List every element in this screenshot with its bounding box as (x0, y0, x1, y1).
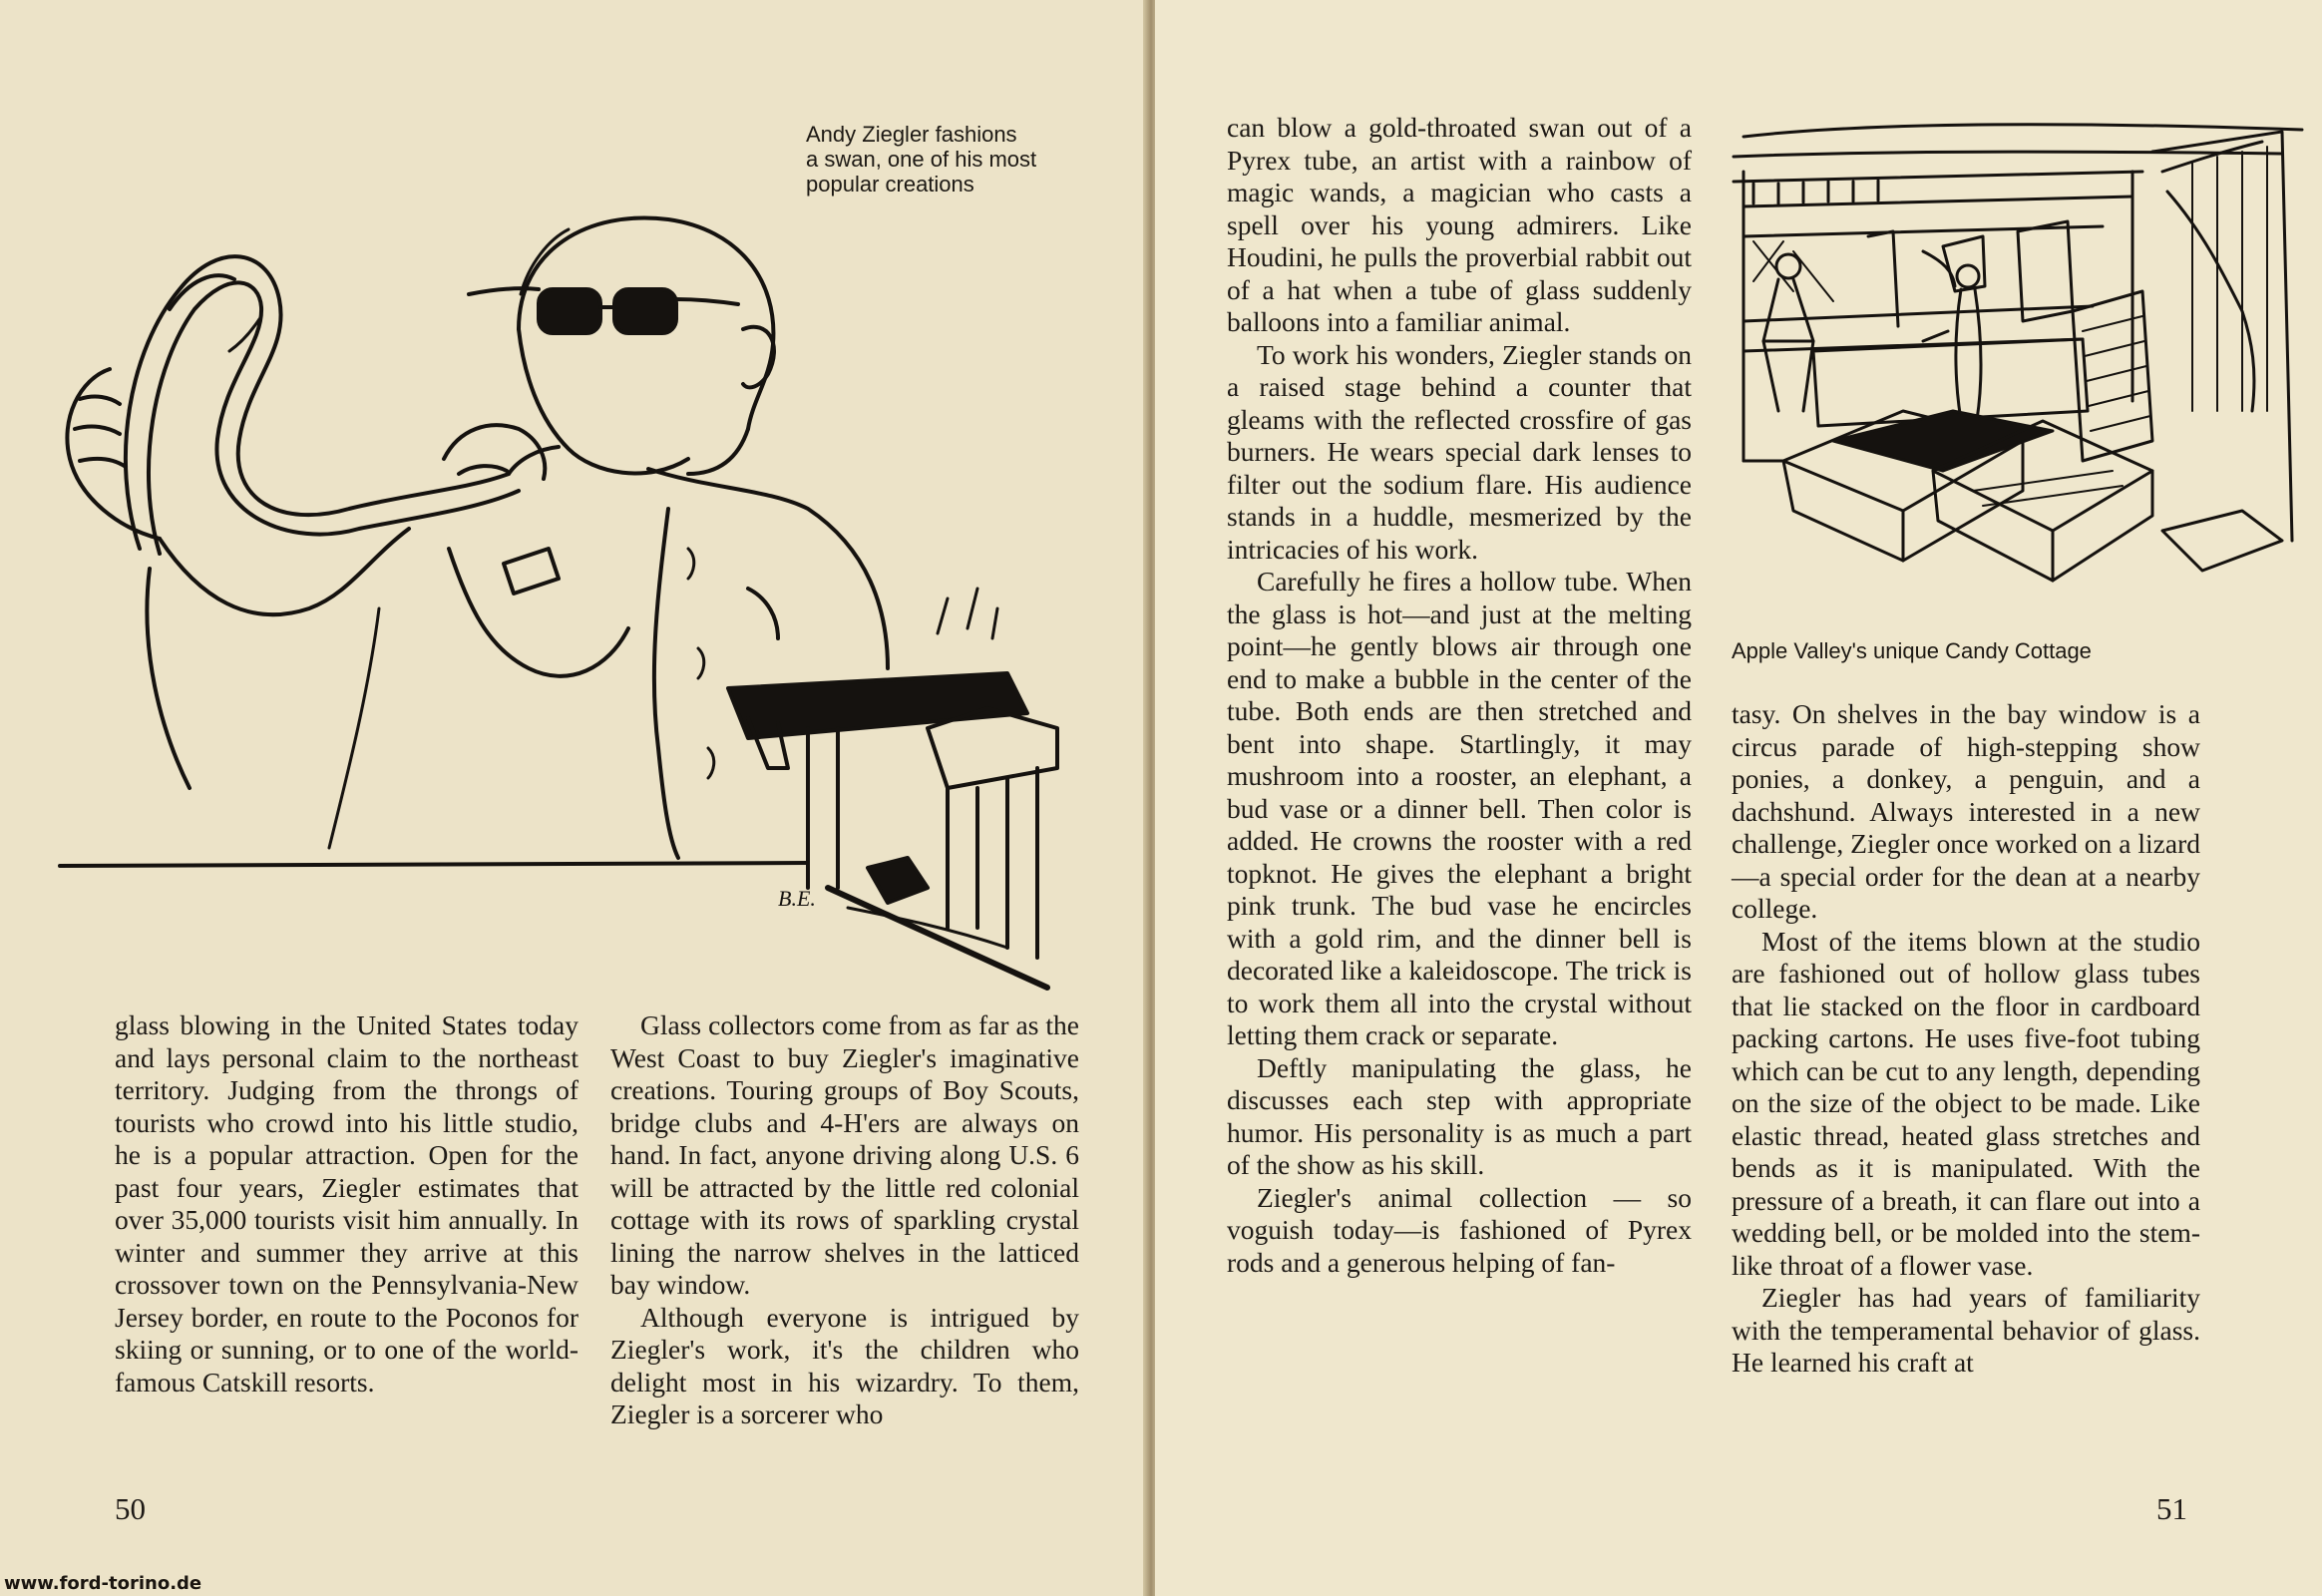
text-column-2 (1732, 698, 2200, 1380)
watermark: www.ford-torino.de (0, 1571, 205, 1596)
page-number: 51 (2156, 1491, 2187, 1526)
illustration-caption: Andy Ziegler fashions a swan, one of his most popular creations (806, 122, 1037, 197)
right-page (1155, 0, 2322, 1596)
paragraph: To work his wonders, Ziegler stands on a raised stage behind a counter that gleams with the reflected crossfire of gas burners. He wears special dark lenses to filter out the sodium flare. His audience stands in a huddle, mesmerized by the intricacies of his work. (1227, 338, 1692, 565)
text-column-2 (610, 1009, 1079, 1431)
illustration-caption: Apple Valley's unique Candy Cottage (1732, 638, 2092, 663)
paragraph: Glass collectors come from as far as the West Coast to buy Ziegler's imaginative creations. Touring groups of Boy Scouts, bridge clubs and 4-H'ers are always on hand. In fact, anyone driving along U.S. 6 will be attracted by the little red colonial cottage with its rows of sparkling crystal lining the narrow shelves in the latticed bay window. (610, 1009, 1079, 1300)
paragraph: tasy. On shelves in the bay window is a circus parade of high-stepping show ponies, a donkey, a penguin, and a dachshund. Always interested in a new challenge, Ziegler once worked on a lizard—a special order for the dean at a nearby college. (1732, 698, 2200, 924)
artist-signature: B.E. (778, 886, 816, 911)
paragraph: Ziegler's animal collection — so voguish today—is fashioned of Pyrex rods and a generous helping of fan- (1227, 1181, 1692, 1278)
paragraph: Most of the items blown at the studio are fashioned out of hollow glass tubes that lie stacked on the floor in cardboard packing cartons. He uses five-foot tubing which can be cut to any length, depending on the size of the object to be made. Like elastic thread, heated glass stretches and bends as it is manipulated. With the pressure of a breath, it can flare out into a wedding bell, or be molded into the stem-like throat of a flower vase. (1732, 925, 2200, 1281)
candy-cottage-illustration (1724, 112, 2307, 630)
paragraph: Deftly manipulating the glass, he discusses each step with appropriate humor. His personality is as much a part of the show as his skill. (1227, 1051, 1692, 1180)
glassblower-illustration (50, 130, 1107, 998)
paragraph: Ziegler has had years of familiarity with the temperamental behavior of glass. He learned his craft at (1732, 1282, 2200, 1378)
left-page (0, 0, 1151, 1596)
paragraph: Carefully he fires a hollow tube. When the glass is hot—and just at the melting point—he gently blows air through one end to make a bubble in the center of the tube. Both ends are then stretched and bent into shape. Startlingly, it may mushroom into a rooster, an elephant, a bud vase or a dinner bell. Then color is added. He crowns the rooster with a red topknot. He gives the elephant a bright pink trunk. The bud vase he encircles with a gold rim, and the dinner bell is decorated like a kaleidoscope. The trick is to work them all into the crystal without letting them crack or separate. (1227, 566, 1692, 1050)
text-column-1 (115, 1009, 579, 1398)
paragraph: glass blowing in the United States today and lays personal claim to the northeast territory. Judging from the throngs of tourists who crowd into his little studio, he is a popular attraction. Open for the past four years, Ziegler estimates that over 35,000 tourists visit him annually. In winter and summer they arrive at this crossover town on the Pennsylvania-New Jersey border, en route to the Poconos for skiing or sunning, or to one of the world-famous Catskill resorts. (115, 1009, 579, 1397)
text-column-1 (1227, 112, 1692, 1279)
page-number: 50 (115, 1491, 146, 1526)
paragraph: Although everyone is intrigued by Ziegler's work, it's the children who delight most in his wizardry. To them, Ziegler is a sorcerer who (610, 1301, 1079, 1429)
paragraph: can blow a gold-throated swan out of a Pyrex tube, an artist with a rainbow of magic wands, a magician who casts a spell over his young admirers. Like Houdini, he pulls the proverbial rabbit out of a hat when a tube of glass suddenly balloons into a familiar animal. (1227, 112, 1692, 337)
